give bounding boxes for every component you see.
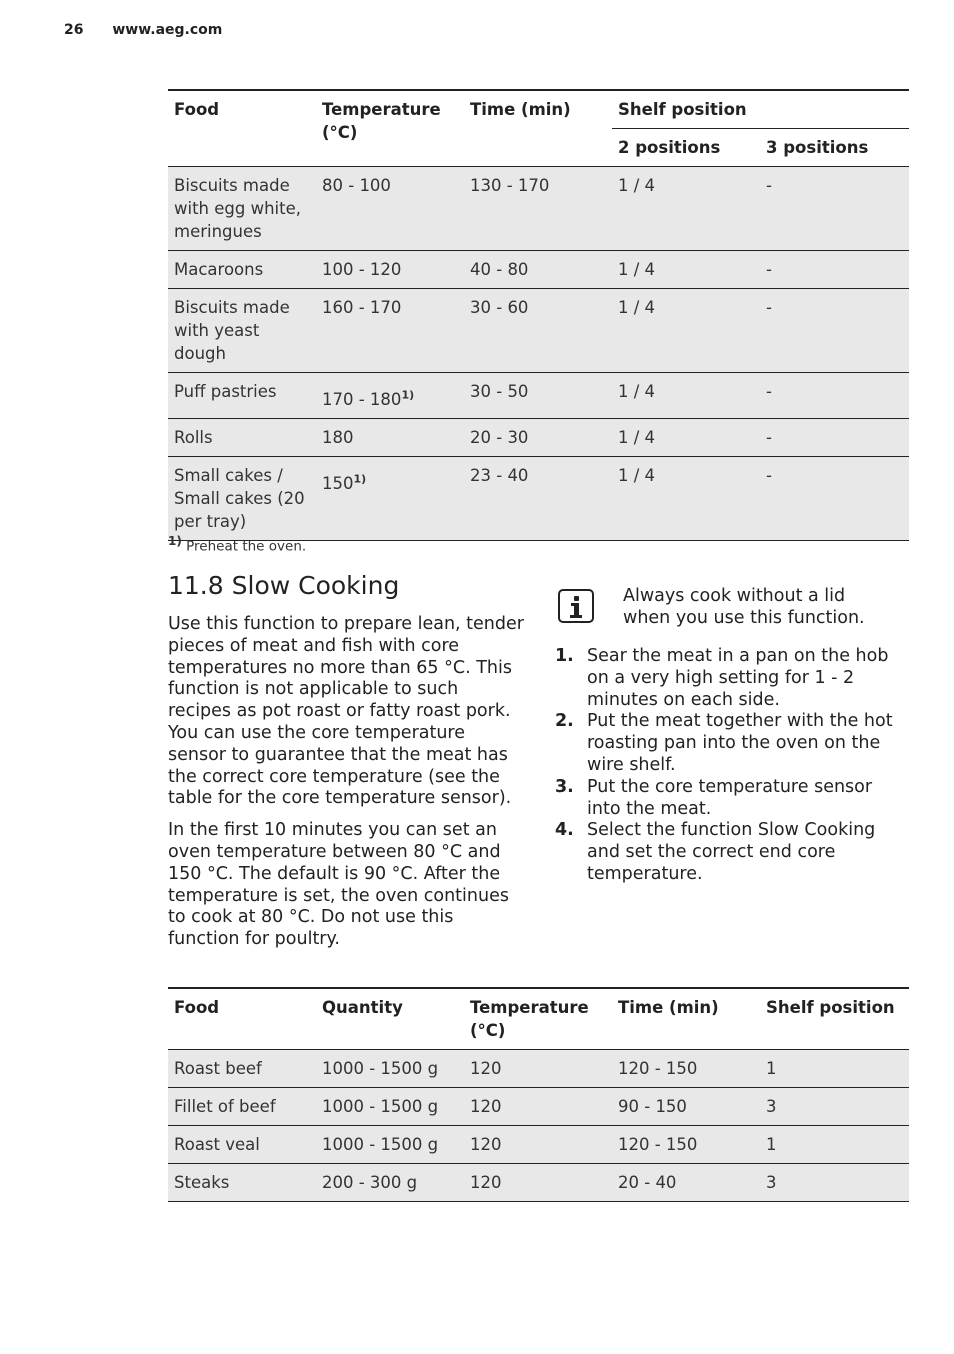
header-food: Food (168, 988, 316, 1050)
table-row (168, 251, 909, 289)
two-positions-cell: 1 / 4 (612, 289, 760, 373)
page-header (64, 22, 246, 38)
header-quantity: Quantity (316, 988, 464, 1050)
header-two-positions: 2 positions (612, 129, 760, 167)
three-positions-cell: - (760, 457, 909, 541)
food-cell: Biscuits made with yeast dough (168, 289, 316, 373)
note-text: Always cook without a lid when you use this function. (623, 586, 865, 628)
time-cell: 130 - 170 (464, 167, 612, 251)
step-number: 2. (555, 711, 574, 732)
paragraph: Use this function to prepare lean, tender pieces of meat and fish with core temperatures no more than 65 °C. This function is not applicable to such recipes as pot roast or fatty roast pork. You can use the core temperature sensor to guarantee that the meat has the correct core temperature (see the table for the core temperature sensor). (168, 614, 524, 809)
paragraph: In the first 10 minutes you can set an oven temperature between 80 °C and 150 °C. The default is 90 °C. After the temperature is set, the oven continues to cook at 80 °C. Do not use this function for poultry. (168, 820, 509, 950)
footnote-text: Preheat the oven. (186, 538, 307, 555)
step-number: 1. (555, 646, 574, 666)
temperature-cell: 120 (464, 1088, 612, 1126)
table-row (168, 373, 909, 419)
food-cell: Steaks (168, 1164, 316, 1202)
quantity-cell: 200 - 300 g (316, 1164, 464, 1202)
three-positions-cell: - (760, 289, 909, 373)
temperature-cell (316, 373, 464, 419)
step-number: 3. (555, 776, 574, 797)
food-cell: Biscuits made with egg white, meringues (168, 167, 316, 251)
food-cell: Small cakes / Small cakes (20 per tray) (168, 457, 316, 541)
shelf-position-cell: 1 (760, 1050, 909, 1088)
step-number: 4. (555, 820, 574, 841)
section-body (168, 614, 524, 961)
slow-cooking-table (168, 987, 909, 1202)
header-time: Time (min) (612, 988, 760, 1050)
footnote-ref: 1) (401, 388, 415, 402)
food-cell: Roast beef (168, 1050, 316, 1088)
temperature-cell: 120 (464, 1050, 612, 1088)
temperature-value: 100 - 120 (322, 260, 402, 279)
temperature-value: 180 (322, 428, 354, 447)
info-icon (558, 589, 594, 623)
temperature-cell (316, 251, 464, 289)
three-positions-cell: - (760, 419, 909, 457)
shelf-position-cell: 1 (760, 1126, 909, 1164)
food-cell: Roast veal (168, 1126, 316, 1164)
food-cell: Rolls (168, 419, 316, 457)
step-text: Sear the meat in a pan on the hob on a very high setting for 1 - 2 minutes on each side. (587, 646, 889, 710)
header-temperature: Temperature (°C) (464, 988, 612, 1050)
step-item (555, 711, 911, 776)
table-row (168, 1164, 909, 1202)
header-temperature: Temperature (°C) (316, 90, 464, 167)
temperature-cell (316, 457, 464, 541)
time-cell: 20 - 30 (464, 419, 612, 457)
time-cell: 120 - 150 (612, 1050, 760, 1088)
food-cell: Puff pastries (168, 373, 316, 419)
table-row (168, 457, 909, 541)
temperature-cell (316, 419, 464, 457)
header-shelf-position: Shelf position (760, 988, 909, 1050)
quantity-cell: 1000 - 1500 g (316, 1050, 464, 1088)
two-positions-cell: 1 / 4 (612, 167, 760, 251)
footnote-marker: 1) (168, 534, 182, 548)
table-row (168, 167, 909, 251)
time-cell: 30 - 60 (464, 289, 612, 373)
step-text: Select the function Slow Cooking and set the correct end core temperature. (587, 820, 876, 884)
three-positions-cell: - (760, 167, 909, 251)
table-row (168, 1126, 909, 1164)
table-footnote (168, 534, 306, 555)
section-title: Slow Cooking (231, 571, 400, 600)
two-positions-cell: 1 / 4 (612, 457, 760, 541)
steps-list (555, 646, 911, 886)
table-row (168, 289, 909, 373)
temperature-value: 170 - 180 (322, 390, 402, 409)
temperature-cell: 120 (464, 1164, 612, 1202)
table-row (168, 1088, 909, 1126)
header-time: Time (min) (464, 90, 612, 167)
shelf-position-cell: 3 (760, 1164, 909, 1202)
temperature-value: 80 - 100 (322, 176, 391, 195)
section-number: 11.8 (168, 571, 224, 600)
footnote-ref: 1) (353, 472, 367, 486)
step-item (555, 820, 911, 885)
baking-table (168, 89, 909, 541)
three-positions-cell: - (760, 373, 909, 419)
step-item (555, 646, 911, 711)
section-heading (168, 571, 399, 600)
table-row (168, 1050, 909, 1088)
quantity-cell: 1000 - 1500 g (316, 1126, 464, 1164)
header-food: Food (168, 90, 316, 167)
page-number: 26 (64, 22, 84, 38)
quantity-cell: 1000 - 1500 g (316, 1088, 464, 1126)
food-cell: Macaroons (168, 251, 316, 289)
header-shelf-position: Shelf position (612, 90, 909, 129)
temperature-cell (316, 289, 464, 373)
time-cell: 23 - 40 (464, 457, 612, 541)
step-text: Put the core temperature sensor into the meat. (587, 776, 873, 819)
temperature-cell (316, 167, 464, 251)
time-cell: 30 - 50 (464, 373, 612, 419)
table-row (168, 419, 909, 457)
temperature-value: 160 - 170 (322, 298, 402, 317)
two-positions-cell: 1 / 4 (612, 373, 760, 419)
step-text: Put the meat together with the hot roasting pan into the oven on the wire shelf. (587, 711, 893, 775)
temperature-cell: 120 (464, 1126, 612, 1164)
time-cell: 120 - 150 (612, 1126, 760, 1164)
food-cell: Fillet of beef (168, 1088, 316, 1126)
website-link[interactable]: www.aeg.com (112, 22, 223, 38)
two-positions-cell: 1 / 4 (612, 419, 760, 457)
temperature-value: 150 (322, 474, 354, 493)
time-cell: 40 - 80 (464, 251, 612, 289)
three-positions-cell: - (760, 251, 909, 289)
shelf-position-cell: 3 (760, 1088, 909, 1126)
step-item (555, 777, 911, 821)
time-cell: 90 - 150 (612, 1088, 760, 1126)
header-three-positions: 3 positions (760, 129, 909, 167)
two-positions-cell: 1 / 4 (612, 251, 760, 289)
time-cell: 20 - 40 (612, 1164, 760, 1202)
